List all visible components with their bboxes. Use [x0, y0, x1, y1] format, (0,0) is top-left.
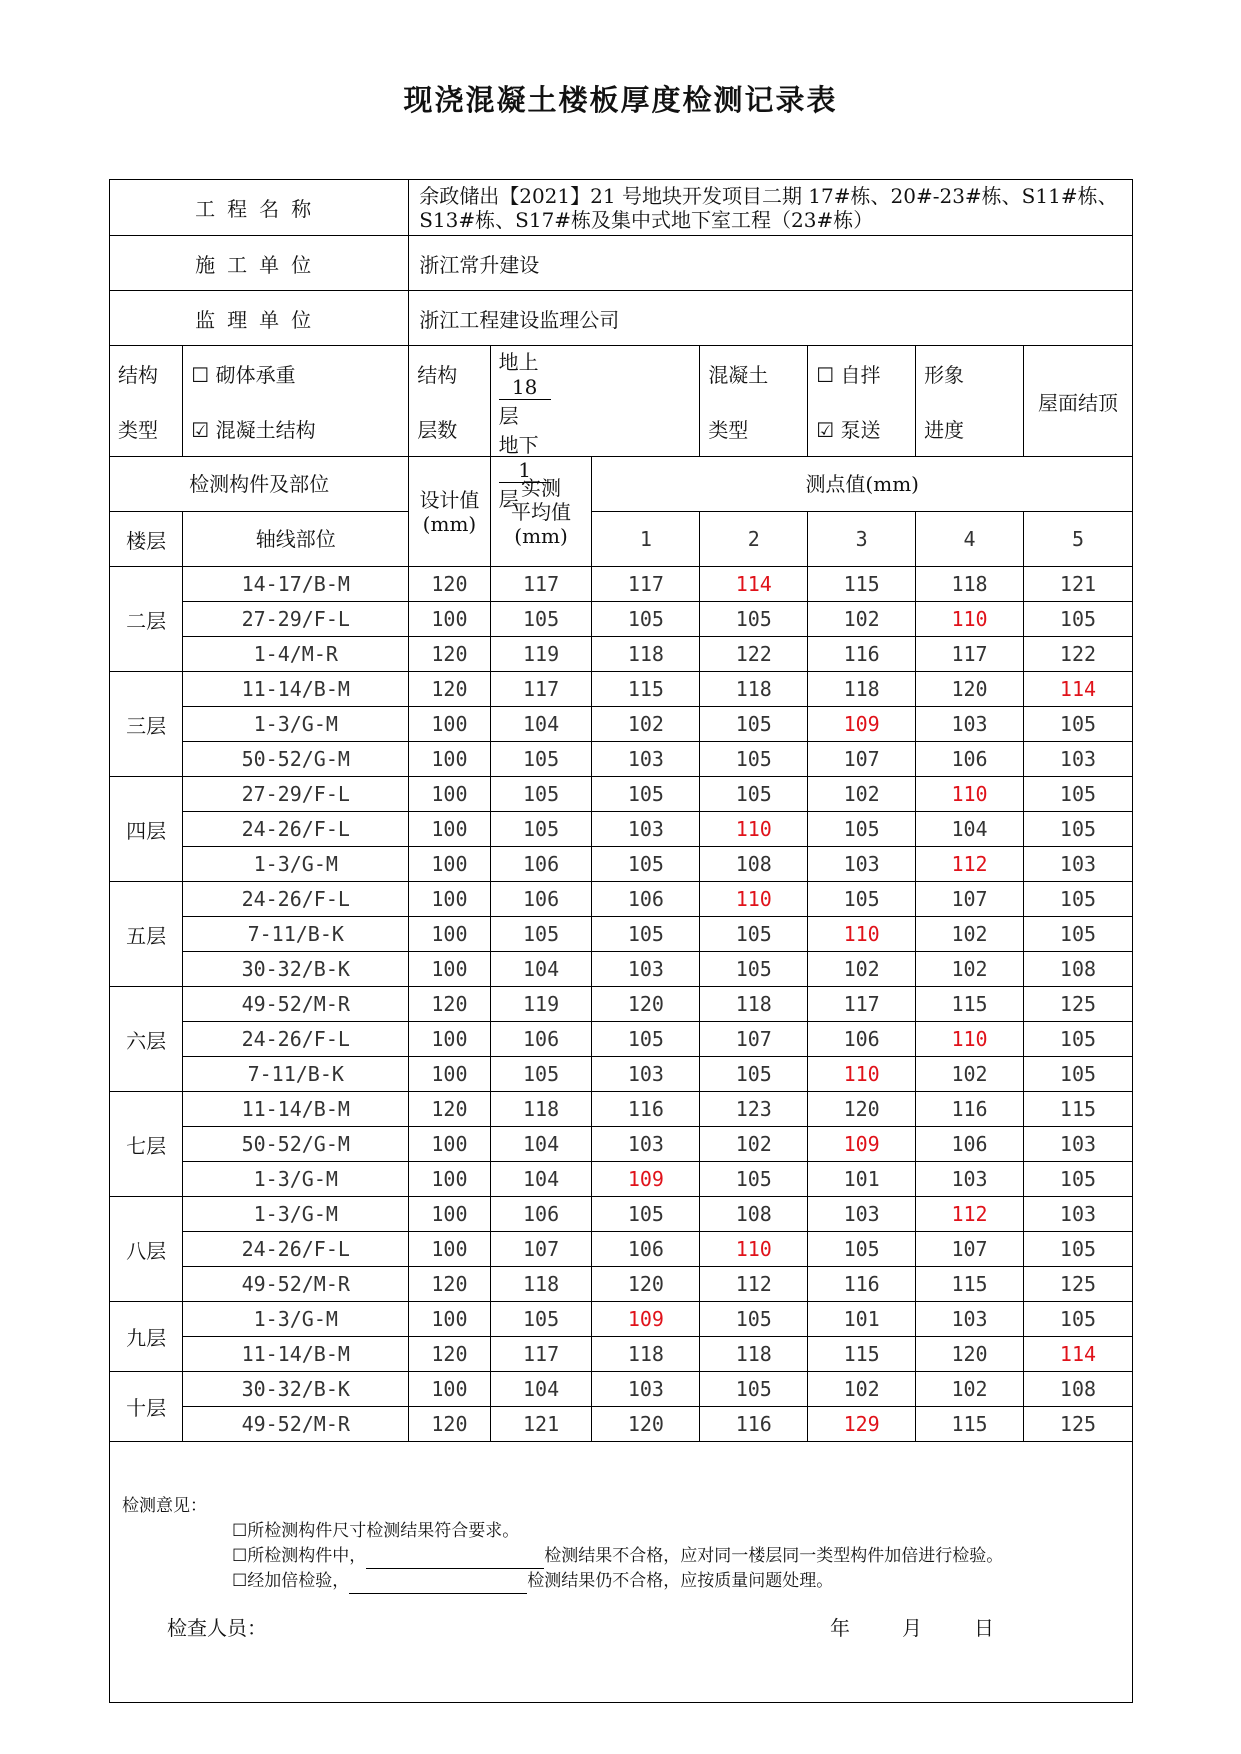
axis-cell: 1-3/G-M — [183, 707, 409, 742]
point-value-3: 102 — [808, 777, 916, 812]
floor-label: 七层 — [110, 1092, 183, 1197]
average-cell: 118 — [490, 1092, 592, 1127]
structure-type-label: 结构 类型 — [110, 346, 183, 457]
point-value-2: 105 — [700, 777, 808, 812]
axis-cell: 1-3/G-M — [183, 1302, 409, 1337]
floor-label: 四层 — [110, 777, 183, 882]
point-value-4: 110 — [916, 1022, 1024, 1057]
contractor-value: 浙江常升建设 — [409, 236, 1133, 291]
document-title: 现浇混凝土楼板厚度检测记录表 — [403, 83, 838, 117]
design-cell: 120 — [409, 1267, 490, 1302]
design-cell: 100 — [409, 1302, 490, 1337]
floor-header: 楼层 — [110, 512, 183, 567]
point-value-5: 121 — [1023, 567, 1132, 602]
average-cell: 106 — [490, 1022, 592, 1057]
axis-cell: 49-52/M-R — [183, 987, 409, 1022]
point-value-4: 106 — [916, 742, 1024, 777]
point-value-5: 103 — [1023, 1197, 1132, 1232]
opinion-option-pass[interactable]: ☐所检测构件尺寸检测结果符合要求。 — [232, 1521, 520, 1541]
axis-cell: 7-11/B-K — [183, 1057, 409, 1092]
table-row — [110, 672, 1133, 707]
average-cell: 117 — [490, 672, 592, 707]
point-value-2: 108 — [700, 847, 808, 882]
point-value-2: 105 — [700, 742, 808, 777]
table-row — [110, 1372, 1133, 1407]
point-value-3: 103 — [808, 847, 916, 882]
point-value-1: 103 — [592, 1372, 700, 1407]
masonry-option[interactable]: ☐ 砌体承重 — [191, 363, 296, 387]
design-cell: 100 — [409, 847, 490, 882]
design-cell: 120 — [409, 672, 490, 707]
point-value-4: 120 — [916, 672, 1024, 707]
design-cell: 120 — [409, 637, 490, 672]
axis-cell: 1-3/G-M — [183, 1197, 409, 1232]
point-value-4: 115 — [916, 987, 1024, 1022]
axis-cell: 49-52/M-R — [183, 1267, 409, 1302]
inspection-table — [109, 179, 1133, 1703]
table-row — [110, 1337, 1133, 1372]
point-value-4: 106 — [916, 1127, 1024, 1162]
point-value-2: 123 — [700, 1092, 808, 1127]
point-value-3: 109 — [808, 1127, 916, 1162]
point-value-5: 103 — [1023, 847, 1132, 882]
average-cell: 117 — [490, 567, 592, 602]
point-value-3: 116 — [808, 637, 916, 672]
point-value-2: 105 — [700, 952, 808, 987]
point-value-3: 115 — [808, 1337, 916, 1372]
average-cell: 106 — [490, 882, 592, 917]
design-cell: 100 — [409, 1057, 490, 1092]
average-cell: 105 — [490, 1302, 592, 1337]
point-value-1: 105 — [592, 917, 700, 952]
point-value-4: 116 — [916, 1092, 1024, 1127]
concrete-option[interactable]: ☑ 混凝土结构 — [191, 418, 316, 442]
floor-label: 九层 — [110, 1302, 183, 1372]
floor-label: 三层 — [110, 672, 183, 777]
axis-cell: 50-52/G-M — [183, 742, 409, 777]
table-row — [110, 882, 1133, 917]
point-value-1: 118 — [592, 1337, 700, 1372]
point-value-1: 105 — [592, 847, 700, 882]
component-header: 检测构件及部位 — [110, 457, 409, 512]
progress-label: 形象 进度 — [916, 346, 1024, 457]
axis-cell: 1-3/G-M — [183, 1162, 409, 1197]
design-cell: 120 — [409, 1092, 490, 1127]
point-value-4: 104 — [916, 812, 1024, 847]
design-cell: 120 — [409, 567, 490, 602]
design-cell: 100 — [409, 602, 490, 637]
point-value-1: 102 — [592, 707, 700, 742]
average-cell: 117 — [490, 1337, 592, 1372]
point-value-5: 105 — [1023, 1302, 1132, 1337]
table-row — [110, 1197, 1133, 1232]
axis-cell: 27-29/F-L — [183, 777, 409, 812]
design-cell: 100 — [409, 1232, 490, 1267]
recheck-components-blank[interactable] — [349, 1576, 527, 1594]
above-ground-floors[interactable]: 18 — [499, 375, 551, 400]
design-cell: 120 — [409, 1337, 490, 1372]
opinion-row — [110, 1442, 1133, 1703]
axis-cell: 30-32/B-K — [183, 1372, 409, 1407]
point-4-header: 4 — [916, 512, 1024, 567]
point-value-1: 106 — [592, 1232, 700, 1267]
point-value-2: 102 — [700, 1127, 808, 1162]
axis-cell: 11-14/B-M — [183, 1092, 409, 1127]
design-cell: 120 — [409, 1407, 490, 1442]
point-value-2: 105 — [700, 1302, 808, 1337]
design-cell: 120 — [409, 987, 490, 1022]
point-value-3: 105 — [808, 812, 916, 847]
point-value-5: 103 — [1023, 1127, 1132, 1162]
table-row — [110, 1302, 1133, 1337]
project-name-row — [110, 180, 1133, 236]
point-value-5: 105 — [1023, 1232, 1132, 1267]
axis-cell: 24-26/F-L — [183, 1232, 409, 1267]
point-value-2: 110 — [700, 882, 808, 917]
point-value-3: 110 — [808, 917, 916, 952]
point-value-4: 110 — [916, 602, 1024, 637]
axis-cell: 30-32/B-K — [183, 952, 409, 987]
point-value-3: 102 — [808, 1372, 916, 1407]
average-cell: 105 — [490, 742, 592, 777]
point-value-1: 118 — [592, 637, 700, 672]
point-value-4: 110 — [916, 777, 1024, 812]
point-value-5: 105 — [1023, 777, 1132, 812]
opinion-option-fail: ☐所检测构件中， 检测结果不合格，应对同一楼层同一类型构件加倍进行检验。 — [122, 1544, 1120, 1569]
point-2-header: 2 — [700, 512, 808, 567]
inspector-label: 检查人员： — [167, 1616, 267, 1640]
pump-option[interactable]: ☑ 泵送 — [816, 418, 881, 442]
design-cell: 100 — [409, 1372, 490, 1407]
supervisor-row — [110, 291, 1133, 346]
supervisor-label: 监理单位 — [110, 291, 409, 346]
point-value-3: 115 — [808, 567, 916, 602]
point-value-1: 109 — [592, 1162, 700, 1197]
point-value-3: 101 — [808, 1162, 916, 1197]
masonry-checkbox[interactable]: ☐ — [191, 363, 210, 387]
point-value-3: 105 — [808, 1232, 916, 1267]
average-cell: 119 — [490, 637, 592, 672]
point-value-2: 110 — [700, 1232, 808, 1267]
opinion-label: 检测意见： — [122, 1496, 207, 1516]
axis-cell: 50-52/G-M — [183, 1127, 409, 1162]
point-value-1: 103 — [592, 812, 700, 847]
point-value-1: 106 — [592, 882, 700, 917]
point-value-3: 118 — [808, 672, 916, 707]
point-value-4: 115 — [916, 1407, 1024, 1442]
table-row — [110, 1232, 1133, 1267]
table-row — [110, 742, 1133, 777]
concrete-type-options — [808, 346, 916, 457]
point-value-2: 105 — [700, 1162, 808, 1197]
self-mix-option[interactable]: ☐ 自拌 — [816, 363, 881, 387]
point-value-2: 118 — [700, 672, 808, 707]
point-value-5: 125 — [1023, 987, 1132, 1022]
design-cell: 100 — [409, 917, 490, 952]
floor-label: 二层 — [110, 567, 183, 672]
axis-cell: 7-11/B-K — [183, 917, 409, 952]
floor-label: 六层 — [110, 987, 183, 1092]
axis-cell: 24-26/F-L — [183, 882, 409, 917]
date-field[interactable] — [830, 1616, 1046, 1641]
axis-cell: 11-14/B-M — [183, 1337, 409, 1372]
point-value-4: 102 — [916, 1057, 1024, 1092]
point-value-2: 105 — [700, 602, 808, 637]
point-value-3: 101 — [808, 1302, 916, 1337]
table-row — [110, 1092, 1133, 1127]
point-value-5: 105 — [1023, 707, 1132, 742]
below-ground-floors[interactable]: 1 — [499, 458, 551, 483]
design-cell: 100 — [409, 812, 490, 847]
design-cell: 100 — [409, 1127, 490, 1162]
point-value-1: 115 — [592, 672, 700, 707]
point-value-5: 108 — [1023, 1372, 1132, 1407]
point-value-2: 110 — [700, 812, 808, 847]
point-value-5: 122 — [1023, 637, 1132, 672]
point-value-3: 129 — [808, 1407, 916, 1442]
point-value-1: 103 — [592, 1057, 700, 1092]
point-value-5: 125 — [1023, 1267, 1132, 1302]
average-cell: 105 — [490, 917, 592, 952]
point-value-2: 122 — [700, 637, 808, 672]
average-cell: 104 — [490, 707, 592, 742]
point-value-2: 108 — [700, 1197, 808, 1232]
point-value-1: 103 — [592, 952, 700, 987]
month-label: 月 — [902, 1616, 922, 1640]
floors-label: 结构 层数 — [409, 346, 490, 457]
average-cell: 105 — [490, 812, 592, 847]
point-value-3: 103 — [808, 1197, 916, 1232]
table-row — [110, 707, 1133, 742]
table-row — [110, 567, 1133, 602]
point-value-1: 109 — [592, 1302, 700, 1337]
average-cell: 104 — [490, 1127, 592, 1162]
axis-header: 轴线部位 — [183, 512, 409, 567]
table-row — [110, 917, 1133, 952]
point-value-3: 106 — [808, 1022, 916, 1057]
point-value-4: 118 — [916, 567, 1024, 602]
day-label: 日 — [974, 1616, 994, 1640]
point-value-4: 103 — [916, 707, 1024, 742]
point-value-1: 105 — [592, 1022, 700, 1057]
point-value-2: 105 — [700, 917, 808, 952]
point-3-header: 3 — [808, 512, 916, 567]
contractor-row — [110, 236, 1133, 291]
concrete-type-label: 混凝土 类型 — [700, 346, 808, 457]
project-name-label: 工程名称 — [110, 180, 409, 236]
header-row-2 — [110, 512, 1133, 567]
point-value-1: 117 — [592, 567, 700, 602]
point-value-2: 105 — [700, 1372, 808, 1407]
opinion-cell — [110, 1442, 1133, 1703]
point-value-2: 118 — [700, 1337, 808, 1372]
design-cell: 100 — [409, 777, 490, 812]
contractor-label: 施工单位 — [110, 236, 409, 291]
concrete-checkbox[interactable]: ☑ — [191, 418, 210, 442]
point-value-5: 103 — [1023, 742, 1132, 777]
point-value-2: 105 — [700, 1057, 808, 1092]
point-value-1: 103 — [592, 1127, 700, 1162]
point-value-3: 110 — [808, 1057, 916, 1092]
average-cell: 104 — [490, 1372, 592, 1407]
average-cell: 105 — [490, 1057, 592, 1092]
table-row — [110, 1407, 1133, 1442]
point-value-4: 115 — [916, 1267, 1024, 1302]
axis-cell: 1-4/M-R — [183, 637, 409, 672]
point-value-2: 114 — [700, 567, 808, 602]
structure-row — [110, 346, 1133, 457]
pump-checkbox[interactable]: ☑ — [816, 418, 835, 442]
points-header: 测点值(mm) — [592, 457, 1133, 512]
table-row — [110, 987, 1133, 1022]
point-value-4: 102 — [916, 917, 1024, 952]
point-value-3: 107 — [808, 742, 916, 777]
table-row — [110, 1267, 1133, 1302]
average-cell: 104 — [490, 1162, 592, 1197]
signature-row — [122, 1616, 1120, 1646]
design-cell: 100 — [409, 1197, 490, 1232]
point-value-5: 105 — [1023, 602, 1132, 637]
table-row — [110, 847, 1133, 882]
design-cell: 100 — [409, 1162, 490, 1197]
point-value-5: 115 — [1023, 1092, 1132, 1127]
point-value-5: 114 — [1023, 672, 1132, 707]
design-cell: 100 — [409, 707, 490, 742]
point-value-4: 112 — [916, 1197, 1024, 1232]
point-value-1: 120 — [592, 1407, 700, 1442]
design-header: 设计值 (mm) — [409, 457, 490, 567]
axis-cell: 27-29/F-L — [183, 602, 409, 637]
design-cell: 100 — [409, 1022, 490, 1057]
point-value-5: 105 — [1023, 917, 1132, 952]
point-value-4: 103 — [916, 1302, 1024, 1337]
point-value-3: 105 — [808, 882, 916, 917]
axis-cell: 24-26/F-L — [183, 812, 409, 847]
point-value-2: 105 — [700, 707, 808, 742]
point-value-2: 107 — [700, 1022, 808, 1057]
point-value-5: 108 — [1023, 952, 1132, 987]
point-value-3: 109 — [808, 707, 916, 742]
table-row — [110, 1162, 1133, 1197]
floors-values: 地上 18 层 地下 1 层 — [490, 346, 700, 457]
average-cell: 105 — [490, 602, 592, 637]
progress-value: 屋面结顶 — [1023, 346, 1132, 457]
point-5-header: 5 — [1023, 512, 1132, 567]
point-value-3: 120 — [808, 1092, 916, 1127]
point-value-1: 105 — [592, 1197, 700, 1232]
opinion-option-recheck: ☐经加倍检验， 检测结果仍不合格，应按质量问题处理。 — [122, 1569, 1120, 1594]
table-row — [110, 812, 1133, 847]
failed-components-blank[interactable] — [366, 1551, 544, 1569]
supervisor-value: 浙江工程建设监理公司 — [409, 291, 1133, 346]
point-value-1: 105 — [592, 602, 700, 637]
point-value-5: 125 — [1023, 1407, 1132, 1442]
axis-cell: 49-52/M-R — [183, 1407, 409, 1442]
design-cell: 100 — [409, 952, 490, 987]
average-cell: 105 — [490, 777, 592, 812]
average-cell: 118 — [490, 1267, 592, 1302]
average-cell: 121 — [490, 1407, 592, 1442]
table-row — [110, 1127, 1133, 1162]
table-row — [110, 952, 1133, 987]
point-value-3: 102 — [808, 952, 916, 987]
floor-label: 五层 — [110, 882, 183, 987]
average-header: 实测 平均值 (mm) — [490, 457, 592, 567]
point-value-4: 107 — [916, 1232, 1024, 1267]
axis-cell: 11-14/B-M — [183, 672, 409, 707]
point-value-1: 116 — [592, 1092, 700, 1127]
axis-cell: 1-3/G-M — [183, 847, 409, 882]
axis-cell: 24-26/F-L — [183, 1022, 409, 1057]
point-value-5: 105 — [1023, 1162, 1132, 1197]
average-cell: 119 — [490, 987, 592, 1022]
point-value-5: 105 — [1023, 882, 1132, 917]
table-row — [110, 777, 1133, 812]
point-value-1: 120 — [592, 987, 700, 1022]
point-value-4: 117 — [916, 637, 1024, 672]
point-value-1: 103 — [592, 742, 700, 777]
table-row — [110, 1057, 1133, 1092]
point-value-5: 105 — [1023, 1057, 1132, 1092]
point-value-5: 114 — [1023, 1337, 1132, 1372]
axis-cell: 14-17/B-M — [183, 567, 409, 602]
point-value-4: 102 — [916, 952, 1024, 987]
point-value-2: 116 — [700, 1407, 808, 1442]
project-name-value: 余政储出【2021】21 号地块开发项目二期 17#栋、20#-23#栋、S11#栋、S13#栋、S17#栋及集中式地下室工程（23#栋） — [409, 180, 1133, 236]
point-value-1: 120 — [592, 1267, 700, 1302]
point-value-4: 112 — [916, 847, 1024, 882]
average-cell: 106 — [490, 847, 592, 882]
point-value-1: 105 — [592, 777, 700, 812]
point-value-3: 102 — [808, 602, 916, 637]
point-value-2: 118 — [700, 987, 808, 1022]
year-label: 年 — [830, 1616, 850, 1640]
table-row — [110, 602, 1133, 637]
floor-label: 十层 — [110, 1372, 183, 1442]
point-value-4: 103 — [916, 1162, 1024, 1197]
self-mix-checkbox[interactable]: ☐ — [816, 363, 835, 387]
structure-type-options — [183, 346, 409, 457]
point-value-4: 107 — [916, 882, 1024, 917]
point-value-4: 102 — [916, 1372, 1024, 1407]
design-cell: 100 — [409, 882, 490, 917]
design-cell: 100 — [409, 742, 490, 777]
average-cell: 106 — [490, 1197, 592, 1232]
point-value-5: 105 — [1023, 1022, 1132, 1057]
table-row — [110, 637, 1133, 672]
point-value-2: 112 — [700, 1267, 808, 1302]
point-value-4: 120 — [916, 1337, 1024, 1372]
average-cell: 107 — [490, 1232, 592, 1267]
table-row — [110, 1022, 1133, 1057]
point-value-3: 116 — [808, 1267, 916, 1302]
point-value-3: 117 — [808, 987, 916, 1022]
point-value-5: 105 — [1023, 812, 1132, 847]
floor-label: 八层 — [110, 1197, 183, 1302]
average-cell: 104 — [490, 952, 592, 987]
point-1-header: 1 — [592, 512, 700, 567]
